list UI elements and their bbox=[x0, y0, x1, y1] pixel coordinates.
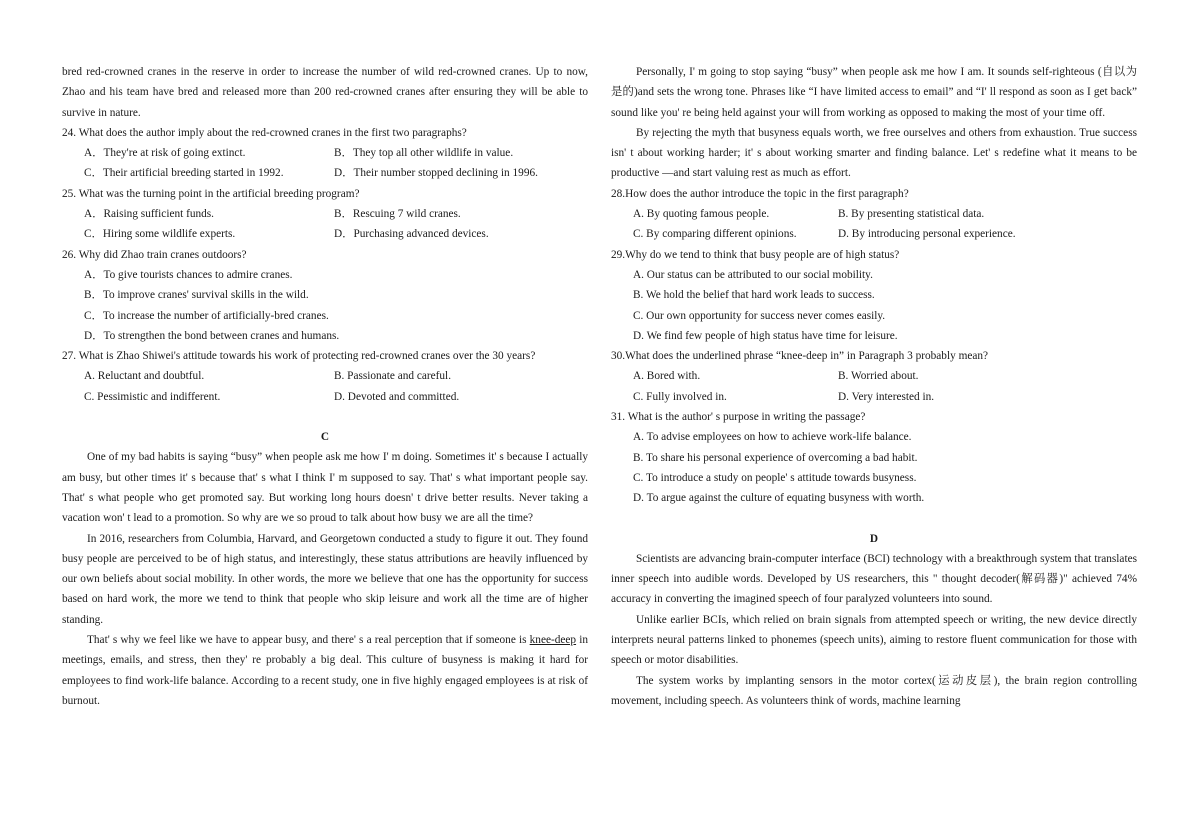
option-c: C. To introduce a study on people' s attitude towards busyness. bbox=[633, 471, 917, 484]
option-d: D．Their number stopped declining in 1996. bbox=[334, 167, 538, 180]
question-stem: 26. Why did Zhao train cranes outdoors? bbox=[62, 248, 247, 261]
paragraph-text: in meetings, emails, and stress, then they' re probably a big deal. This culture of busyness is making it hard for employees to find work-life balance. According to a recent study, one in five highly engaged employees is at risk of burnout. bbox=[62, 634, 588, 707]
option-a: A. Our status can be attributed to our social mobility. bbox=[633, 268, 873, 281]
option-a: A. Reluctant and doubtful. bbox=[84, 370, 205, 383]
option-b: B．Rescuing 7 wild cranes. bbox=[334, 208, 461, 221]
option-c: C．Hiring some wildlife experts. bbox=[84, 228, 236, 241]
question-stem: 28.How does the author introduce the topic in the first paragraph? bbox=[611, 187, 909, 200]
question-25 bbox=[62, 184, 588, 245]
question-stem: 27. What is Zhao Shiwei's attitude towards his work of protecting red-crowned cranes over the 30 years? bbox=[62, 350, 536, 363]
option-d: D. Devoted and committed. bbox=[334, 390, 460, 403]
options bbox=[611, 265, 1137, 346]
option-c: C. By comparing different opinions. bbox=[633, 228, 797, 241]
passage-c-paragraph-2: In 2016, researchers from Columbia, Harvard, and Georgetown conducted a study to figure it out. They found busy people are perceived to be of high status, and interestingly, these status attributions are heavily influenced by our own beliefs about social mobility. In other words, the more we believe that one has the opportunity for success based on hard work, the more we tend to think that people who skip leisure and work all the time are of higher standing. bbox=[62, 532, 588, 626]
passage-c-paragraph-3 bbox=[62, 630, 588, 711]
option-c: C. Our own opportunity for success never comes easily. bbox=[633, 309, 886, 322]
left-column bbox=[62, 62, 588, 711]
passage-c-paragraph-4: Personally, I' m going to stop saying “busy” when people ask me how I am. It sounds self-righteous (自以为是的)and sets the wrong tone. Phrases like “I have limited access to email” and “I' ll respond as soon as I get back” sound like you' re being held against your will from working as opposed to making the most of your time off. bbox=[611, 66, 1137, 119]
option-b: B. Passionate and careful. bbox=[334, 370, 452, 383]
option-d: D. We find few people of high status have time for leisure. bbox=[633, 329, 898, 342]
question-stem: 29.Why do we tend to think that busy people are of high status? bbox=[611, 248, 900, 261]
options bbox=[62, 143, 588, 184]
options bbox=[62, 265, 588, 346]
option-c: C. Fully involved in. bbox=[633, 390, 727, 403]
options bbox=[62, 204, 588, 245]
question-24 bbox=[62, 123, 588, 184]
passage-c-paragraph-5: By rejecting the myth that busyness equals worth, we free ourselves and others from exhaustion. True success isn' t about working harder; it' s about working smarter and finding balance. Let' s redefine what it means to be productive —and start valuing rest as much as effort. bbox=[611, 126, 1137, 180]
option-b: B. By presenting statistical data. bbox=[838, 208, 985, 221]
intro-paragraph: bred red-crowned cranes in the reserve in order to increase the number of wild red-crowned cranes. Up to now, Zhao and his team have bred and released more than 200 red-crowned cranes after ensuring they will be able to survive in nature. bbox=[62, 66, 588, 119]
option-d: D．To strengthen the bond between cranes and humans. bbox=[84, 329, 340, 342]
question-31 bbox=[611, 407, 1137, 508]
option-a: A．To give tourists chances to admire cranes. bbox=[84, 268, 293, 281]
option-b: B．To improve cranes' survival skills in the wild. bbox=[84, 289, 309, 302]
question-stem: 31. What is the author' s purpose in writing the passage? bbox=[611, 411, 866, 424]
option-a: A．They're at risk of going extinct. bbox=[84, 147, 246, 160]
option-d: D. By introducing personal experience. bbox=[838, 228, 1016, 241]
option-b: B. To share his personal experience of overcoming a bad habit. bbox=[633, 451, 918, 464]
passage-d-paragraph-2: Unlike earlier BCIs, which relied on brain signals from attempted speech or writing, the new device directly interprets neural patterns linked to phonemes (speech units), aiming to restore fluent communication for those with speech or motor disabilities. bbox=[611, 613, 1137, 667]
question-28 bbox=[611, 184, 1137, 245]
option-c: C．To increase the number of artificially-bred cranes. bbox=[84, 309, 329, 322]
section-d-heading: D bbox=[869, 532, 879, 545]
option-b: B．They top all other wildlife in value. bbox=[334, 147, 514, 160]
passage-d-paragraph-3: The system works by implanting sensors in the motor cortex(运动皮层), the brain region controlling movement, including speech. As volunteers think of words, machine learning bbox=[611, 674, 1137, 707]
options bbox=[611, 427, 1137, 508]
section-c-heading: C bbox=[320, 431, 330, 444]
option-a: A. To advise employees on how to achieve work-life balance. bbox=[633, 431, 912, 444]
question-29 bbox=[611, 245, 1137, 346]
right-column bbox=[611, 62, 1137, 711]
question-27 bbox=[62, 346, 588, 407]
question-30 bbox=[611, 346, 1137, 407]
option-b: B. Worried about. bbox=[838, 370, 919, 383]
question-stem: 25. What was the turning point in the artificial breeding program? bbox=[62, 187, 360, 200]
paragraph-text: That' s why we feel like we have to appear busy, and there' s a real perception that if someone is bbox=[87, 634, 530, 647]
question-stem: 30.What does the underlined phrase “knee-deep in” in Paragraph 3 probably mean? bbox=[611, 350, 989, 363]
passage-d-paragraph-1: Scientists are advancing brain-computer interface (BCI) technology with a breakthrough system that translates inner speech into audible words. Developed by US researchers, this " thought decoder(解码器)" achieved 74% accuracy in converting the imagined speech of four paralyzed volunteers into sound. bbox=[611, 552, 1137, 606]
question-26 bbox=[62, 245, 588, 346]
underlined-phrase: knee-deep bbox=[529, 634, 577, 647]
options bbox=[611, 204, 1137, 245]
options bbox=[62, 366, 588, 407]
option-a: A. By quoting famous people. bbox=[633, 208, 770, 221]
option-b: B. We hold the belief that hard work leads to success. bbox=[633, 289, 875, 302]
option-c: C. Pessimistic and indifferent. bbox=[84, 390, 221, 403]
option-d: D. To argue against the culture of equating busyness with worth. bbox=[633, 492, 925, 505]
option-c: C．Their artificial breeding started in 1992. bbox=[84, 167, 284, 180]
option-a: A. Bored with. bbox=[633, 370, 701, 383]
option-d: D．Purchasing advanced devices. bbox=[334, 228, 489, 241]
passage-c-paragraph-1: One of my bad habits is saying “busy” when people ask me how I' m doing. Sometimes it' s because I actually am busy, but other times it' s because that' s what I think I' m supposed to say. That' s what important people say. That' s what people who get promoted say. But working long hours doesn' t drive better results. Never taking a vacation won' t lead to a promotion. So why are we so proud to talk about how busy we are all the time? bbox=[62, 451, 588, 525]
options bbox=[611, 366, 1137, 407]
option-a: A．Raising sufficient funds. bbox=[84, 208, 215, 221]
question-stem: 24. What does the author imply about the red-crowned cranes in the first two paragraphs? bbox=[62, 126, 467, 139]
option-d: D. Very interested in. bbox=[838, 390, 935, 403]
